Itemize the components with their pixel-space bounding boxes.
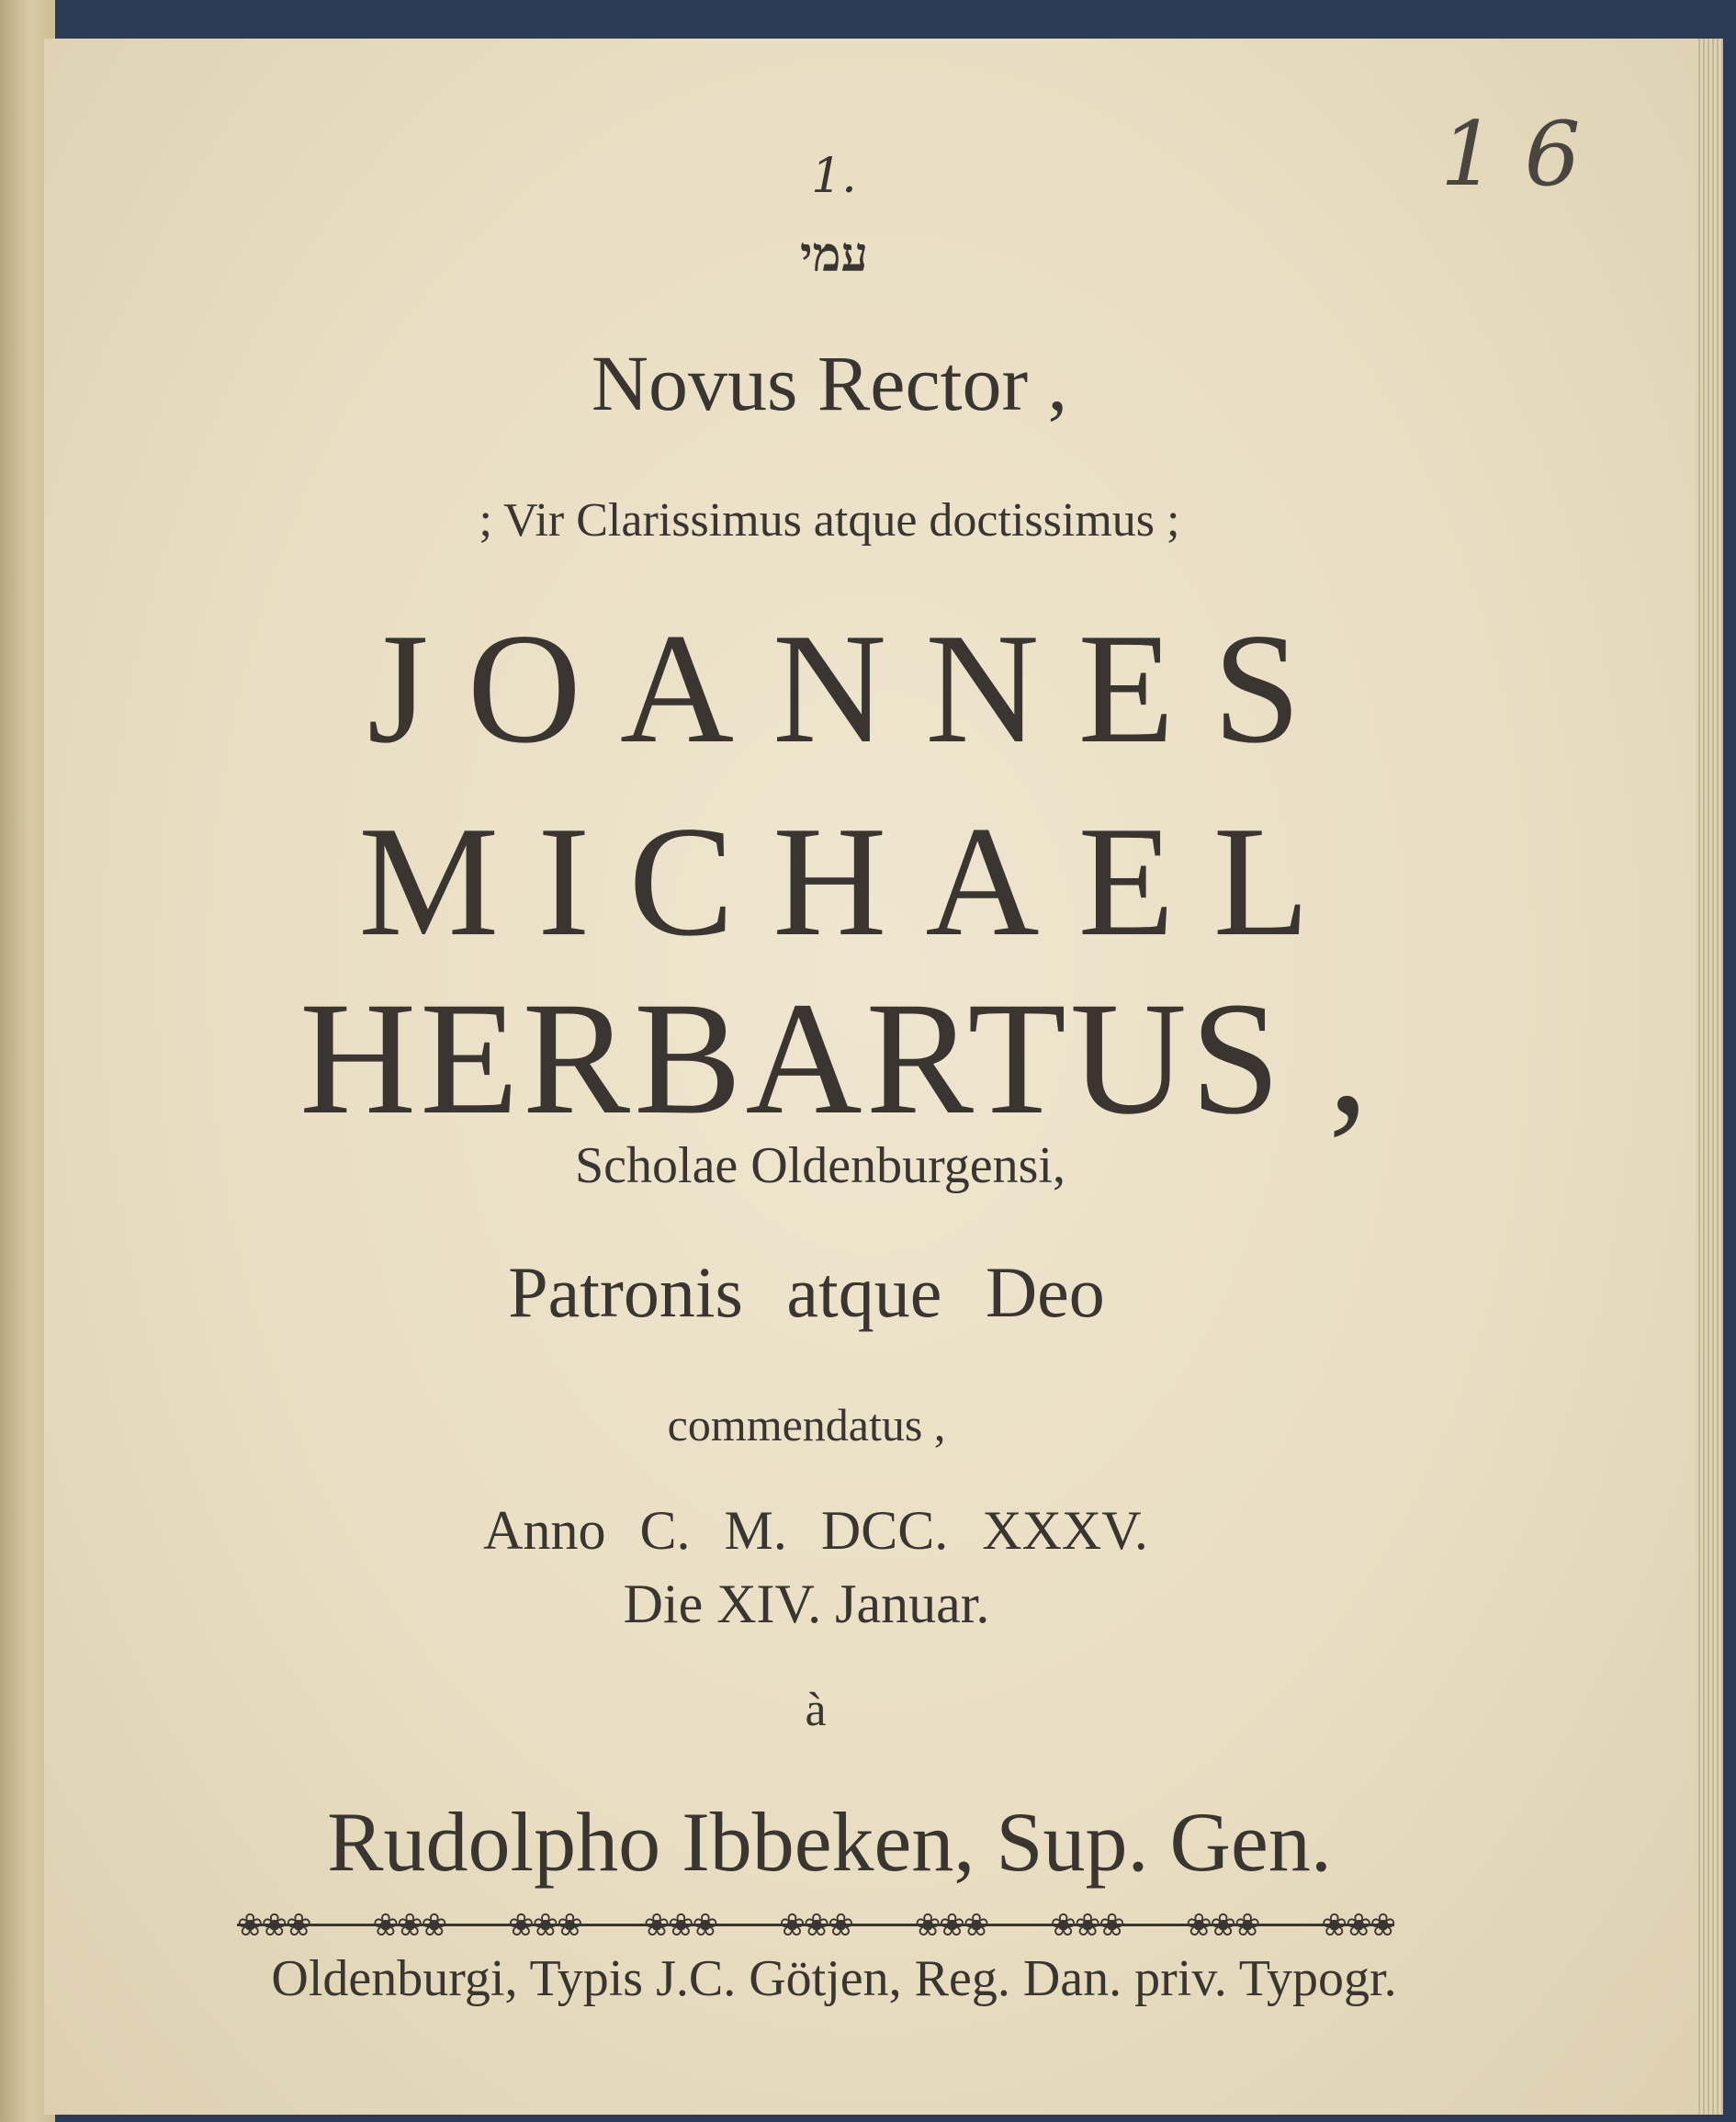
page-edges bbox=[1696, 39, 1723, 2115]
ornament-band bbox=[237, 1907, 1394, 1944]
ornament-glyph: ❀❀❀ bbox=[779, 1907, 852, 1944]
ornament-glyph: ❀❀❀ bbox=[1050, 1907, 1123, 1944]
ornament-glyph: ❀❀❀ bbox=[914, 1907, 988, 1944]
title-novus-rector: Novus Rector , bbox=[591, 339, 1068, 427]
ornament-glyph: ❀❀❀ bbox=[1321, 1907, 1394, 1944]
die-line: Die XIV. Januar. bbox=[623, 1574, 990, 1634]
folio-number: 1. bbox=[811, 149, 857, 204]
imprint-line: Oldenburgi, Typis J.C. Götjen, Reg. Dan. priv. Typogr. bbox=[271, 1950, 1397, 2007]
ornament-glyph: ❀❀❀ bbox=[237, 1907, 310, 1944]
ornament-glyph: ❀❀❀ bbox=[372, 1907, 446, 1944]
ornament-glyph: ❀❀❀ bbox=[643, 1907, 717, 1944]
preposition-a: à bbox=[805, 1684, 827, 1736]
ornament-glyph: ❀❀❀ bbox=[508, 1907, 581, 1944]
anno-line: Anno C. M. DCC. XXXV. bbox=[483, 1500, 1148, 1561]
handwritten-shelfmark: 1 6 bbox=[1440, 103, 1581, 206]
scholae-line: Scholae Oldenburgensi, bbox=[575, 1137, 1065, 1194]
patronis-line: Patronis atque Deo bbox=[508, 1252, 1105, 1332]
ornament-glyph: ❀❀❀ bbox=[1185, 1907, 1259, 1944]
name-herbartus: HERBARTUS , bbox=[299, 969, 1372, 1148]
hebrew-heading: עמי bbox=[800, 227, 868, 283]
name-michael: MICHAEL bbox=[358, 795, 1348, 969]
title-page bbox=[44, 39, 1697, 2115]
author-line: Rudolpho Ibbeken, Sup. Gen. bbox=[327, 1795, 1332, 1889]
commendatus-line: commendatus , bbox=[667, 1399, 946, 1450]
title-vir-clarissimus: ; Vir Clarissimus atque doctissimus ; bbox=[479, 494, 1180, 547]
name-joannes: JOANNES bbox=[366, 602, 1340, 776]
